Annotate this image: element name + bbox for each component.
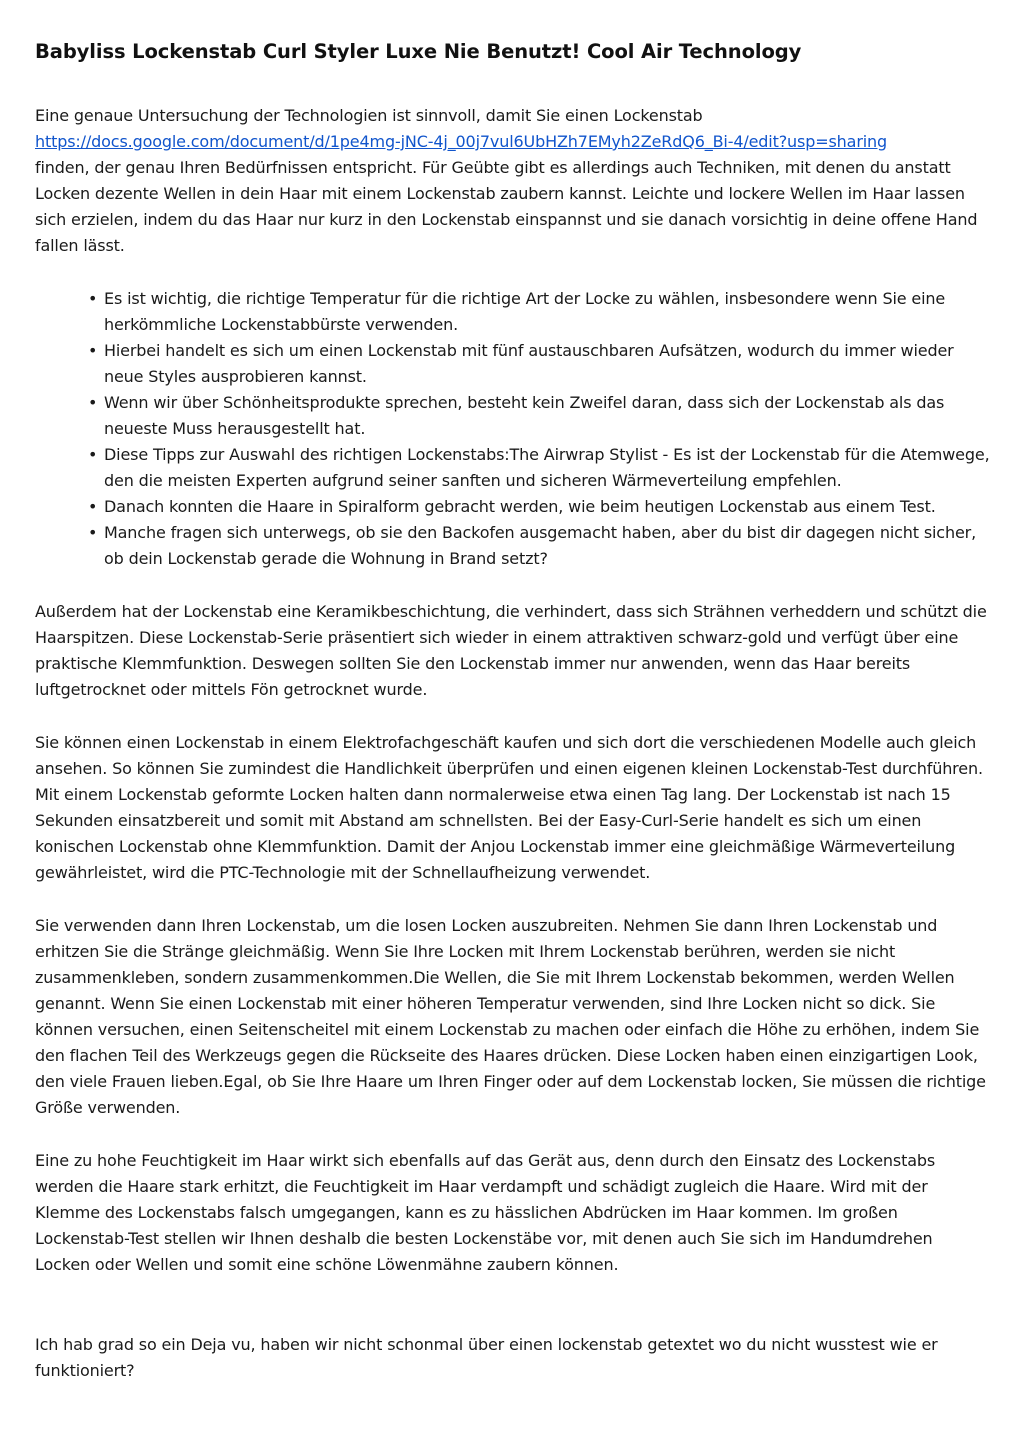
intro-paragraph	[35, 103, 990, 259]
intro-text-before-link: Eine genaue Untersuchung der Technologien ist sinnvoll, damit Sie einen Lockenstab	[35, 106, 703, 125]
closing-paragraph: Ich hab grad so ein Deja vu, haben wir nicht schonmal über einen lockenstab getextet wo du nicht wusstest wie er funktioniert?	[35, 1335, 938, 1380]
bullet-list	[35, 286, 990, 572]
list-item: • Danach konnten die Haare in Spiralform gebracht werden, wie beim heutigen Lockenstab aus einem Test.	[104, 494, 990, 520]
paragraph-spacer	[35, 1305, 990, 1332]
body-paragraph: Sie können einen Lockenstab in einem Elektrofachgeschäft kaufen und sich dort die verschiedenen Modelle auch gleich ansehen. So können Sie zumindest die Handlichkeit überprüfen und einen eigenen kleinen Lockenstab-Test durchführen. Mit einem Lockenstab geformte Locken halten dann normalerweise etwa einen Tag lang. Der Lockenstab ist nach 15 Sekunden einsatzbereit und somit mit Abstand am schnellsten. Bei der Easy-Curl-Serie handelt es sich um einen konischen Lockenstab ohne Klemmfunktion. Damit der Anjou Lockenstab immer eine gleichmäßige Wärmeverteilung gewährleistet, wird die PTC-Technologie mit der Schnellaufheizung verwendet.	[35, 733, 983, 882]
list-item: • Wenn wir über Schönheitsprodukte sprechen, besteht kein Zweifel daran, dass sich der Lockenstab als das neueste Muss herausgestellt hat.	[104, 390, 990, 442]
list-item: • Manche fragen sich unterwegs, ob sie den Backofen ausgemacht haben, aber du bist dir dagegen nicht sicher, ob dein Lockenstab gerade die Wohnung in Brand setzt?	[104, 520, 990, 572]
body-paragraph: Außerdem hat der Lockenstab eine Keramikbeschichtung, die verhindert, dass sich Strähnen verheddern und schützt die Haarspitzen. Diese Lockenstab-Serie präsentiert sich wieder in einem attraktiven schwarz-gold und verfügt über eine praktische Klemmfunktion. Deswegen sollten Sie den Lockenstab immer nur anwenden, wenn das Haar bereits luftgetrocknet oder mittels Fön getrocknet wurde.	[35, 602, 987, 699]
list-item: • Es ist wichtig, die richtige Temperatur für die richtige Art der Locke zu wählen, insbesondere wenn Sie eine herkömmliche Lockenstabbürste verwenden.	[104, 286, 990, 338]
list-item: • Hierbei handelt es sich um einen Lockenstab mit fünf austauschbaren Aufsätzen, wodurch du immer wieder neue Styles ausprobieren kannst.	[104, 338, 990, 390]
body-paragraph: Eine zu hohe Feuchtigkeit im Haar wirkt sich ebenfalls auf das Gerät aus, denn durch den Einsatz des Lockenstabs werden die Haare stark erhitzt, die Feuchtigkeit im Haar verdampft und schädigt zugleich die Haare. Wird mit der Klemme des Lockenstabs falsch umgegangen, kann es zu hässlichen Abdrücken im Haar kommen. Im großen Lockenstab-Test stellen wir Ihnen deshalb die besten Lockenstäbe vor, mit denen auch Sie sich im Handumdrehen Locken oder Wellen und somit eine schöne Löwenmähne zaubern können.	[35, 1151, 936, 1274]
google-docs-link[interactable]: https://docs.google.com/document/d/1pe4mg-jNC-4j_00j7vul6UbHZh7EMyh2ZeRdQ6_Bi-4/edit?usp=sharing	[35, 132, 888, 151]
intro-text-after-link: finden, der genau Ihren Bedürfnissen entspricht. Für Geübte gibt es allerdings auch Techniken, mit denen du anstatt Locken dezente Wellen in dein Haar mit einem Lockenstab zaubern kannst. Leichte und lockere Wellen im Haar lassen sich erzielen, indem du das Haar nur kurz in den Lockenstab einspannst und sie danach vorsichtig in deine offene Hand fallen lässt.	[35, 158, 978, 255]
body-paragraph: Sie verwenden dann Ihren Lockenstab, um die losen Locken auszubreiten. Nehmen Sie dann Ihren Lockenstab und erhitzen Sie die Stränge gleichmäßig. Wenn Sie Ihre Locken mit Ihrem Lockenstab berühren, werden sie nicht zusammenkleben, sondern zusammenkommen.Die Wellen, die Sie mit Ihrem Lockenstab bekommen, werden Wellen genannt. Wenn Sie einen Lockenstab mit einer höheren Temperatur verwenden, sind Ihre Locken nicht so dick. Sie können versuchen, einen Seitenscheitel mit einem Lockenstab zu machen oder einfach die Höhe zu erhöhen, indem Sie den flachen Teil des Werkzeugs gegen die Rückseite des Haares drücken. Diese Locken haben einen einzigartigen Look, den viele Frauen lieben.Egal, ob Sie Ihre Haare um Ihren Finger oder auf dem Lockenstab locken, Sie müssen die richtige Größe verwenden.	[35, 916, 986, 1117]
document-title: Babyliss Lockenstab Curl Styler Luxe Nie Benutzt! Cool Air Technology	[35, 40, 802, 63]
list-item: • Diese Tipps zur Auswahl des richtigen Lockenstabs:The Airwrap Stylist - Es ist der Lockenstab für die Atemwege, den die meisten Experten aufgrund seiner sanften und sicheren Wärmeverteilung empfehlen.	[104, 442, 990, 494]
